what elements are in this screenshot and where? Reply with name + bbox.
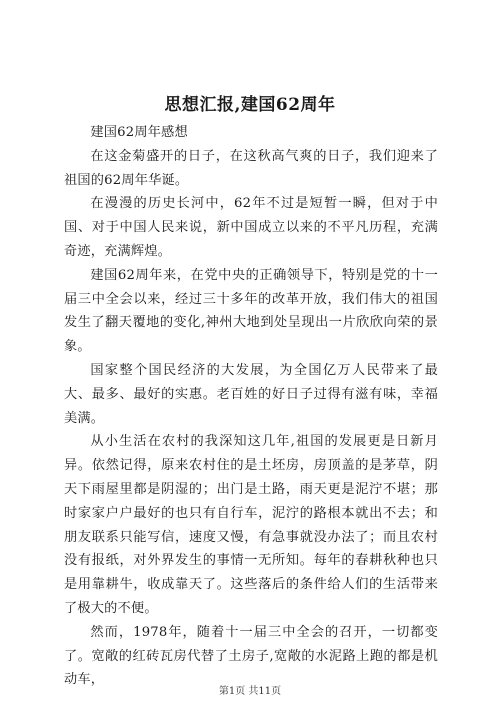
page-footer: 第1页 共11页 — [218, 686, 282, 697]
paragraph: 在漫漫的历史长河中，62年不过是短暂一瞬，但对于中国、对于中国人民来说，新中国成立以来的不平凡历程，充满奇迹，充满辉煌。 — [64, 196, 438, 259]
document-title: 思想汇报,建国62周年 — [164, 95, 336, 115]
paragraph: 国家整个国民经济的大发展，为全国亿万人民带来了最大、最多、最好的实惠。老百姓的好日子过得有滋有味，幸福美满。 — [64, 362, 438, 426]
document-subtitle: 建国62周年感想 — [90, 125, 188, 140]
paragraph: 在这金菊盛开的日子，在这秋高气爽的日子，我们迎来了祖国的62周年华诞。 — [64, 148, 438, 188]
paragraph: 建国62周年来，在党中央的正确领导下，特别是党的十一届三中全会以来，经过三十多年的改革开放，我们伟大的祖国发生了翻天覆地的变化,神州大地到处呈现出一片欣欣向荣的景象。 — [64, 267, 438, 355]
paragraph: 然而，1978年，随着十一届三中全会的召开，一切都变了。宽敞的红砖瓦房代替了土房子,宽敞的水泥路上跑的都是机动车， — [64, 624, 438, 688]
document-body — [64, 121, 438, 692]
paragraph: 从小生活在农村的我深知这几年,祖国的发展更是日新月异。依然记得，原来农村住的是土坯房，房顶盖的是茅草，阴天下雨屋里都是阴湿的；出门是土路，雨天更是泥泞不堪；那时家家户户最好的也只有自行车，泥泞的路根本就出不去；和朋友联系只能写信，速度又慢，有急事就没办法了；而且农村没有报纸，对外界发生的事情一无所知。每年的春耕秋种也只是用靠耕牛，收成靠天了。这些落后的条件给人们的生活带来了极大的不便。 — [64, 434, 438, 616]
